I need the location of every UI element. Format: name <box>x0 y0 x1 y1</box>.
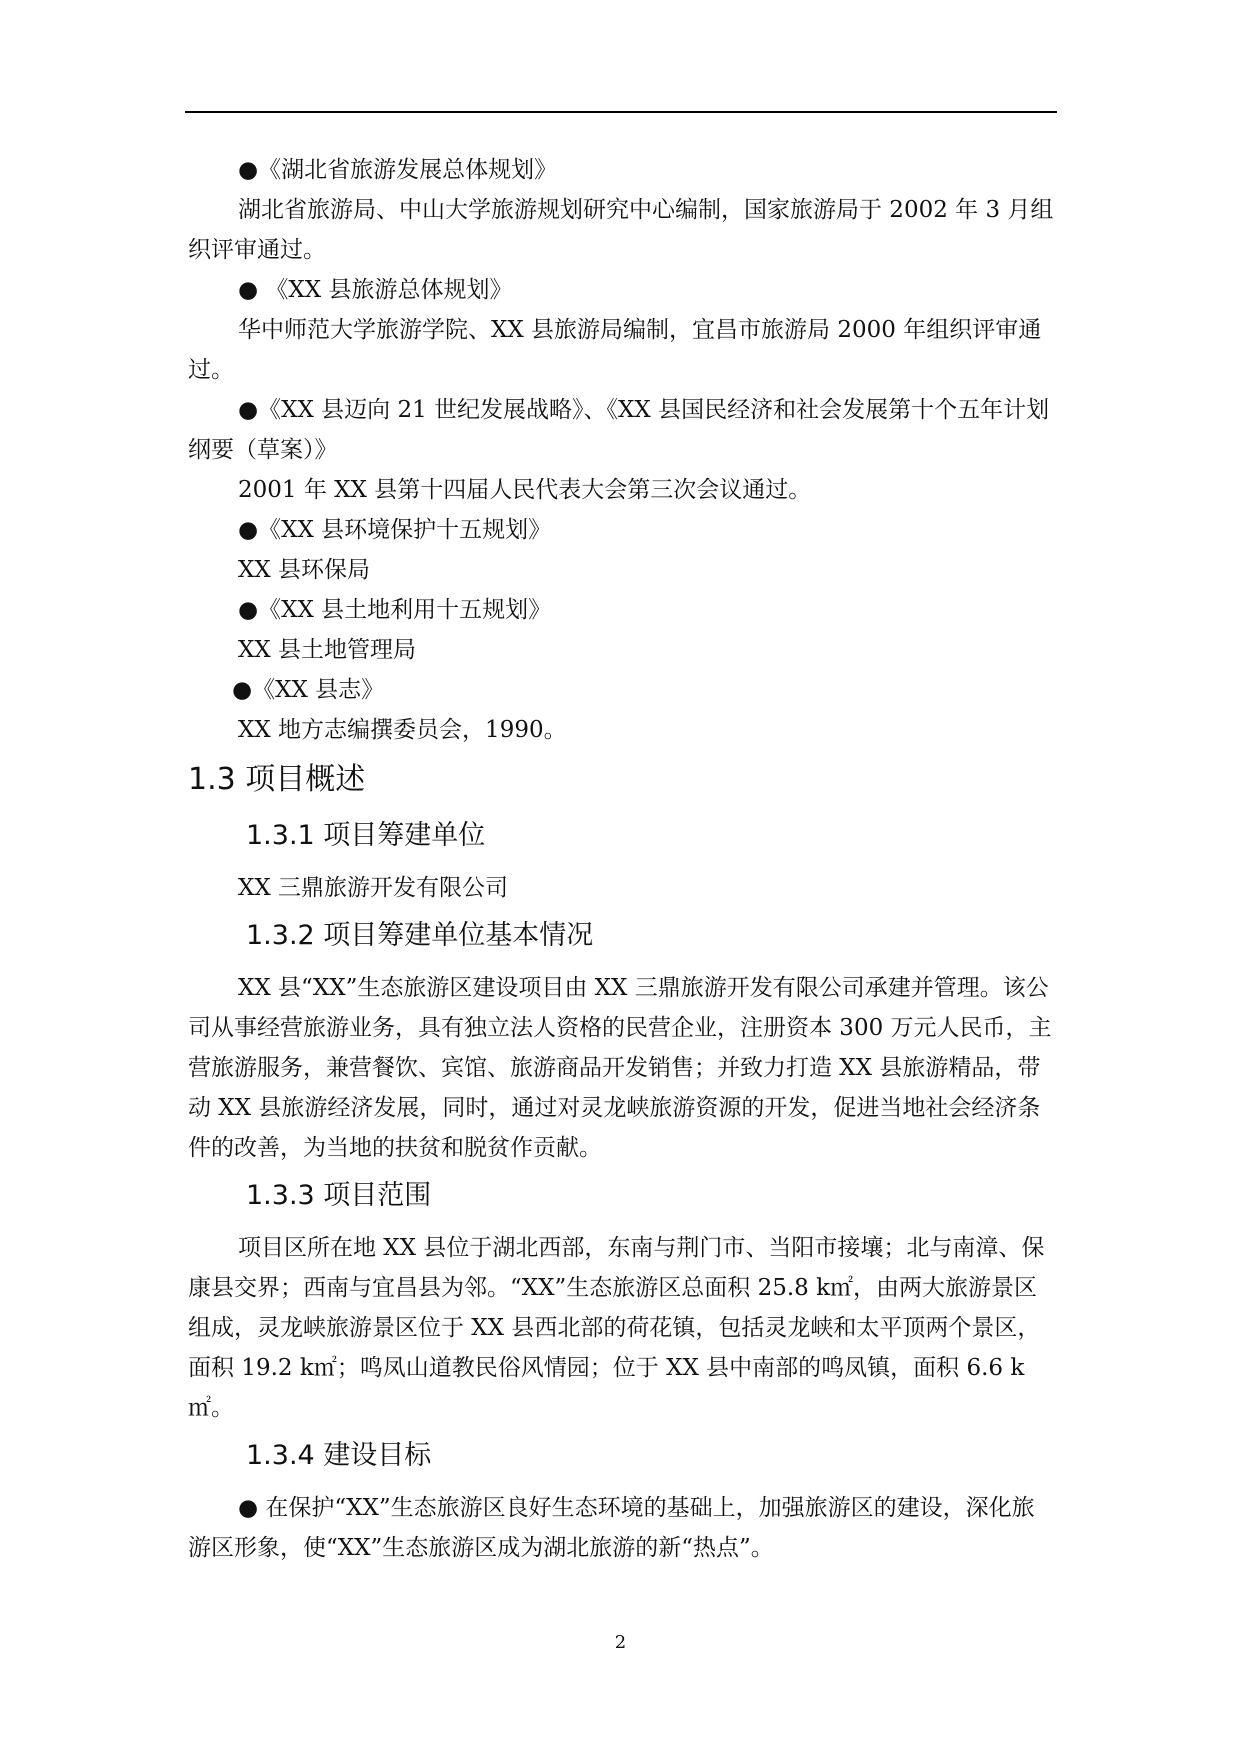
document-body <box>188 150 1056 1568</box>
page-number: 2 <box>614 1632 627 1653</box>
subsection-heading: 1.3.3 项目范围 <box>246 1180 432 1211</box>
bullet-item: ●《XX 县土地利用十五规划》 <box>238 597 552 623</box>
paragraph: XX 地方志编撰委员会，1990。 <box>238 717 567 743</box>
paragraph: XX 三鼎旅游开发有限公司 <box>238 875 509 901</box>
paragraph: 2001 年 XX 县第十四届人民代表大会第三次会议通过。 <box>238 477 812 503</box>
bullet-item: ● 《XX 县旅游总体规划》 <box>238 277 513 303</box>
paragraph: XX 县土地管理局 <box>238 637 417 663</box>
subsection-heading: 1.3.1 项目筹建单位 <box>246 820 486 851</box>
subsection-heading: 1.3.4 建设目标 <box>246 1440 432 1471</box>
section-heading: 1.3 项目概述 <box>188 762 366 797</box>
paragraph: XX 县“XX”生态旅游区建设项目由 XX 三鼎旅游开发有限公司承建并管理。该公司从事经营旅游业务，具有独立法人资格的民营企业，注册资本 300 万元人民币，主营旅游服务，兼营餐饮、宾馆、旅游商品开发销售；并致力打造 XX 县旅游精品，带动 XX 县旅游经济发展，同时，通过对灵龙峡旅游资源的开发，促进当地社会经济条件的改善，为当地的扶贫和脱贫作贡献。 <box>188 975 1052 1161</box>
paragraph: ● 在保护“XX”生态旅游区良好生态环境的基础上，加强旅游区的建设，深化旅游区形象，使“XX”生态旅游区成为湖北旅游的新“热点”。 <box>188 1495 1035 1561</box>
paragraph: 湖北省旅游局、中山大学旅游规划研究中心编制，国家旅游局于 2002 年 3 月组织评审通过。 <box>188 197 1054 263</box>
subsection-heading: 1.3.2 项目筹建单位基本情况 <box>246 920 594 951</box>
paragraph: 华中师范大学旅游学院、XX 县旅游局编制，宜昌市旅游局 2000 年组织评审通过。 <box>188 317 1042 383</box>
paragraph: 项目区所在地 XX 县位于湖北西部，东南与荆门市、当阳市接壤；北与南漳、保康县交界；西南与宜昌县为邻。“XX”生态旅游区总面积 25.8 k㎡，由两大旅游景区组成，灵龙峡旅游景区位于 XX 县西北部的荷花镇，包括灵龙峡和太平顶两个景区，面积 19.2 k㎡；鸣凤山道教民俗风情园；位于 XX 县中南部的鸣凤镇，面积 6.6 k㎡。 <box>188 1235 1045 1421</box>
header-rule <box>185 111 1057 113</box>
bullet-item: ●《湖北省旅游发展总体规划》 <box>238 157 558 183</box>
bullet-item: ●《XX 县环境保护十五规划》 <box>238 517 552 543</box>
paragraph: XX 县环保局 <box>238 557 371 583</box>
bullet-item: ●《XX 县志》 <box>232 677 385 703</box>
bullet-item: ●《XX 县迈向 21 世纪发展战略》、《XX 县国民经济和社会发展第十个五年计划纲要（草案）》 <box>188 397 1050 463</box>
